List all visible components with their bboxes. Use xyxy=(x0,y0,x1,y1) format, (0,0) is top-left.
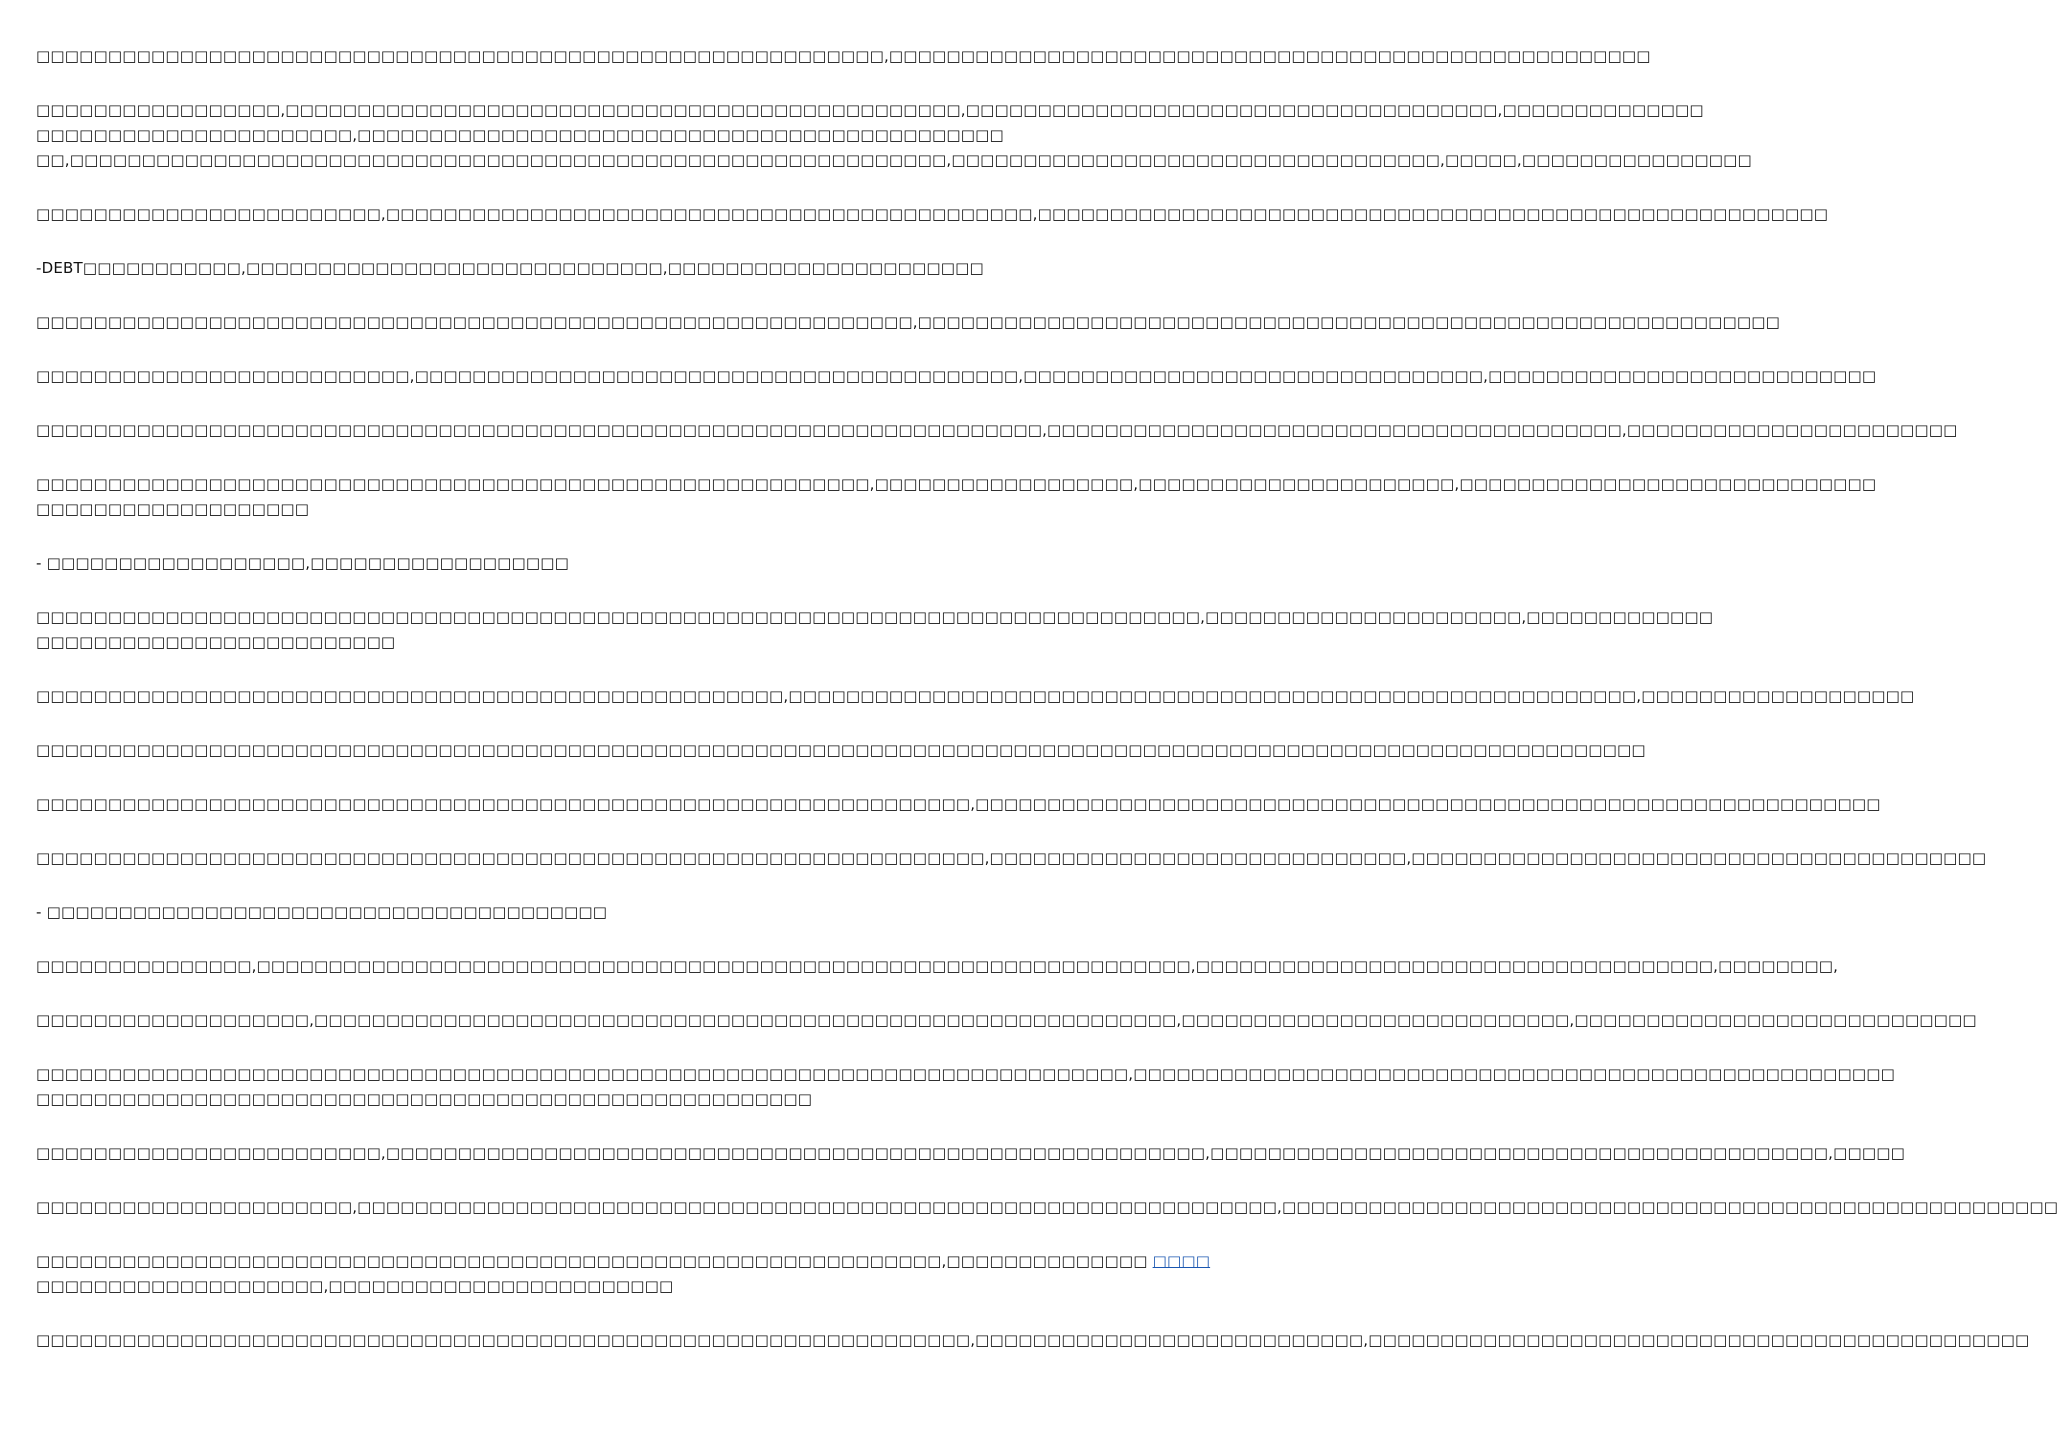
paragraph-line: □□□□□□□□□□□□□□□□□□□ xyxy=(36,500,310,518)
paragraph-line: □□□□□□□□□□□□□□□□□□□□□□□□□□□□□□□□□□□□□□□□□□□□□□□□□□□□□□□□□□□□□□□□□□□□□□□□□□□□□□□□□,□□□□□□□□□□□□□□□□□□□□□□,□□□□□□□□□□□□□ xyxy=(36,608,1714,626)
paragraph-line: □□□□□□□□□□□□□□□□□□□□□□,□□□□□□□□□□□□□□□□□□□□□□□□□□□□□□□□□□□□□□□□□□□□□□□□□□□□□□□□□□□□□□□□,□□□□□□□□□□□□□□□□□□□□□□□□□□□□□□□□□□□□□□□□□□□□□□□□□□□□□□ xyxy=(36,1198,2058,1216)
paragraph xyxy=(36,1141,1905,1166)
last-paragraph-line: □□□□□□□□□□□□□□□□□□□□□□□□□□□□□□□□□□□□□□□□□□□□□□□□□□□□□□□□□□□□□□□□□,□□□□□□□□□□□□□□□□□□□□□□□□□□□,□□□□□□□□□□□□□□□□□□□□□□□□□□□□□□□□□□□□□□□□□□□□□□ xyxy=(36,1331,2030,1349)
paragraph-line: □□□□□□□□□□□□□□□□□□□,□□□□□□□□□□□□□□□□□□□□□□□□□□□□□□□□□□□□□□□□□□□□□□□□□□□□□□□□□□□□,□□□□□□□□□□□□□□□□□□□□□□□□□□□,□□□□□□□□□□□□□□□□□□□□□□□□□□□□ xyxy=(36,1011,1977,1029)
paragraph xyxy=(36,202,1829,227)
paragraph-line: - □□□□□□□□□□□□□□□□□□,□□□□□□□□□□□□□□□□□□ xyxy=(36,554,569,572)
paragraph xyxy=(36,738,1646,763)
paragraph-line: □□□□□□□□□□□□□□□,□□□□□□□□□□□□□□□□□□□□□□□□□□□□□□□□□□□□□□□□□□□□□□□□□□□□□□□□□□□□□□□□□,□□□□□□□□□□□□□□□□□□□□□□□□□□□□□□□□□□□□,□□□□□□□□, xyxy=(36,957,1839,975)
paragraph xyxy=(36,1195,2058,1220)
paragraph-line: □□□□□□□□□□□□□□□□□□□□□□□□□□□□□□□□□□□□□□□□□□□□□□□□□□□□,□□□□□□□□□□□□□□□□□□□□□□□□□□□□□□□□□□□□□□□□□□□□□□□□□□□□□□□□□□□,□□□□□□□□□□□□□□□□□□□ xyxy=(36,687,1915,705)
paragraph xyxy=(36,605,1714,655)
paragraph xyxy=(36,1062,1896,1112)
paragraph-line: □□□□□□□□□□□□□□□□□□□□□□□□□□□□□□□□□□□□□□□□□□□□□□□□□□□□□□□□□□□□□□□□□□□□□□□□□□□□□□□□□□□□□□□□□□□□□□□□□□□□□□□□□□□□□□□□ xyxy=(36,741,1646,759)
paragraph-line: □□,□□□□□□□□□□□□□□□□□□□□□□□□□□□□□□□□□□□□□□□□□□□□□□□□□□□□□□□□□□□□□,□□□□□□□□□□□□□□□□□□□□□□□□□□□□□□□□□□,□□□□□,□□□□□□□□□□□□□□□□ xyxy=(36,151,1752,169)
paragraph-line: -DEBT□□□□□□□□□□□,□□□□□□□□□□□□□□□□□□□□□□□□□□□□□,□□□□□□□□□□□□□□□□□□□□□□ xyxy=(36,259,984,277)
paragraph-line: □□□□□□□□□□□□□□□□□□□□□□□□□□□□□□□□□□□□□□□□□□□□□□□□□□□□□□□□□□□□□□□□□,□□□□□□□□□□□□□□□□□□□□□□□□□□□□□□□□□□□□□□□□□□□□□□□□□□□□□□□□□□□□□□□ xyxy=(36,795,1881,813)
paragraph xyxy=(36,418,1958,443)
paragraph xyxy=(36,792,1881,817)
paragraph xyxy=(36,846,1987,871)
paragraph xyxy=(36,900,989,925)
paragraph-line: □□□□□□□□□□□□□□□□□□□□□□□□□□□□□□□□□□□□□□□□□□□□□□□□□□□□□□ xyxy=(36,1090,813,1108)
paragraph-line: □□□□□□□□□□□□□□□□□□□□□□□□□□□□□□□□□□□□□□□□□□□□□□□□□□□□□□□□□□□,□□□□□□□□□□□□□□□□□□□□□□□□□□□□□□□□□□□□□□□□□□□□□□□□□□□□□ xyxy=(36,47,1651,65)
paragraph xyxy=(36,954,1839,979)
link-paragraph-line-1 xyxy=(36,1249,1211,1274)
paragraph xyxy=(36,551,989,576)
document-body xyxy=(36,44,2058,1382)
paragraph xyxy=(36,44,1651,69)
paragraph xyxy=(36,1008,1977,1033)
paragraph-line: □□□□□□□□□□□□□□□□□,□□□□□□□□□□□□□□□□□□□□□□□□□□□□□□□□□□□□□□□□□□□□□□□,□□□□□□□□□□□□□□□□□□□□□□□□□□□□□□□□□□□□□,□□□□□□□□□□□□□□ xyxy=(36,101,1704,119)
paragraph-line: □□□□□□□□□□□□□□□□□□□□□□□□,□□□□□□□□□□□□□□□□□□□□□□□□□□□□□□□□□□□□□□□□□□□□□,□□□□□□□□□□□□□□□□□□□□□□□□□□□□□□□□□□□□□□□□□□□□□□□□□□□□□□□ xyxy=(36,205,1829,223)
paragraph-line: □□□□□□□□□□□□□□□□□□□□□□,□□□□□□□□□□□□□□□□□□□□□□□□□□□□□□□□□□□□□□□□□□□□□ xyxy=(36,126,1004,144)
last-paragraph xyxy=(36,1328,2030,1353)
link-paragraph-text: □□□□□□□□□□□□□□□□□□□□□□□□□□□□□□□□□□□□□□□□□□□□□□□□□□□□□□□□□□□□□□□,□□□□□□□□□□□□□□ xyxy=(36,1252,1153,1270)
paragraph xyxy=(36,472,1877,522)
paragraph xyxy=(36,310,1781,335)
paragraph xyxy=(36,684,1915,709)
link-paragraph-line-2: □□□□□□□□□□□□□□□□□□□□,□□□□□□□□□□□□□□□□□□□□□□□□ xyxy=(36,1277,674,1295)
paragraph-line: □□□□□□□□□□□□□□□□□□□□□□□□,□□□□□□□□□□□□□□□□□□□□□□□□□□□□□□□□□□□□□□□□□□□□□□□□□□□□□□□□□,□□□□□□□□□□□□□□□□□□□□□□□□□□□□□□□□□□□□□□□□□□□,□□□□□ xyxy=(36,1144,1905,1162)
paragraph-line: □□□□□□□□□□□□□□□□□□□□□□□□□□,□□□□□□□□□□□□□□□□□□□□□□□□□□□□□□□□□□□□□□□□□□,□□□□□□□□□□□□□□□□□□□□□□□□□□□□□□□□,□□□□□□□□□□□□□□□□□□□□□□□□□□□ xyxy=(36,367,1877,385)
link-paragraph xyxy=(36,1249,1211,1299)
paragraph xyxy=(36,98,1752,173)
paragraph-line: □□□□□□□□□□□□□□□□□□□□□□□□□□□□□□□□□□□□□□□□□□□□□□□□□□□□□□□□□□□□□□□□□□□□□□□□□□□□,□□□□□□□□□□□□□□□□□□□□□□□□□□□□□□□□□□□□□□□□□□□□□□□□□□□□□ xyxy=(36,1065,1896,1083)
paragraph-line: □□□□□□□□□□□□□□□□□□□□□□□□□ xyxy=(36,633,396,651)
paragraph-list xyxy=(36,44,2058,1220)
paragraph-line: □□□□□□□□□□□□□□□□□□□□□□□□□□□□□□□□□□□□□□□□□□□□□□□□□□□□□□□□□□□□□□□□□□,□□□□□□□□□□□□□□□□□□□□□□□□□□□□□,□□□□□□□□□□□□□□□□□□□□□□□□□□□□□□□□□□□□□□□□ xyxy=(36,849,1987,867)
paragraph xyxy=(36,256,989,281)
paragraph xyxy=(36,364,1877,389)
inline-link[interactable]: □□□□ xyxy=(1152,1252,1211,1270)
paragraph-line: - □□□□□□□□□□□□□□□□□□□□□□□□□□□□□□□□□□□□□□□ xyxy=(36,903,608,921)
paragraph-line: □□□□□□□□□□□□□□□□□□□□□□□□□□□□□□□□□□□□□□□□□□□□□□□□□□□□□□□□□□□□□□□□□□□□□□,□□□□□□□□□□□□□□□□□□□□□□□□□□□□□□□□□□□□□□□□,□□□□□□□□□□□□□□□□□□□□□□□ xyxy=(36,421,1958,439)
paragraph-line: □□□□□□□□□□□□□□□□□□□□□□□□□□□□□□□□□□□□□□□□□□□□□□□□□□□□□□□□□□□□□,□□□□□□□□□□□□□□□□□□□□□□□□□□□□□□□□□□□□□□□□□□□□□□□□□□□□□□□□□□□□ xyxy=(36,313,1781,331)
paragraph-line: □□□□□□□□□□□□□□□□□□□□□□□□□□□□□□□□□□□□□□□□□□□□□□□□□□□□□□□□□□,□□□□□□□□□□□□□□□□□□,□□□□□□□□□□□□□□□□□□□□□□,□□□□□□□□□□□□□□□□□□□□□□□□□□□□□ xyxy=(36,475,1877,493)
